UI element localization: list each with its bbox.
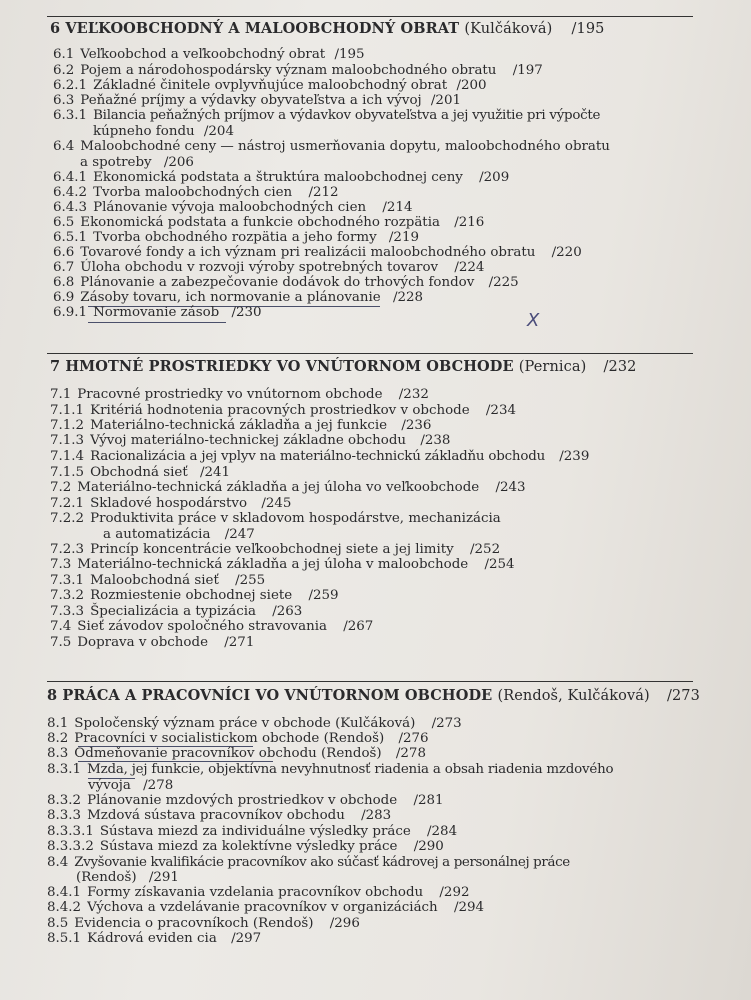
entry-title: Tvorba maloobchodných cien: [93, 185, 293, 200]
entry-title: Veľkoobchod a veľkoobchodný obrat: [80, 47, 326, 62]
entry-page: /232: [398, 387, 429, 402]
entry-title: Doprava v obchode: [77, 635, 208, 650]
entry-title: Peňažné príjmy a výdavky obyvateľstva a ich vývoj: [80, 93, 422, 108]
toc-entry: [53, 47, 365, 63]
chapter-8-page: /273: [666, 688, 700, 704]
entry-number: 6.5: [53, 215, 75, 230]
entry-title: Materiálno-technická základňa a jej úloha vo veľkoobchode: [77, 480, 480, 495]
chapter-6-authors: (Kulčáková): [464, 21, 553, 37]
entry-page: /284: [427, 824, 458, 839]
entry-page: /247: [224, 527, 255, 542]
toc-entry-continuation: [103, 527, 255, 542]
entry-title: Princíp koncentrácie veľkoobchodnej siete a jej limity: [90, 542, 454, 557]
entry-number: 7.1.5: [50, 465, 85, 480]
entry-page: /278: [395, 746, 426, 761]
entry-title: Mzda, jej funkcie, objektívna nevyhnutnosť riadenia a obsah riadenia mzdového: [87, 762, 614, 777]
entry-page: /206: [163, 155, 194, 170]
entry-title: Plánovanie vývoja maloobchodných cien: [93, 200, 367, 215]
toc-entry: [53, 185, 339, 201]
chapter-7-page: /232: [603, 359, 637, 375]
toc-entry: [53, 93, 461, 109]
toc-entry: [50, 542, 500, 558]
entry-number: 6.7: [53, 260, 75, 275]
entry-number: 7.3.3: [50, 604, 85, 619]
entry-page: /214: [382, 200, 413, 215]
entry-number: 8.4: [47, 855, 69, 870]
entry-page: /212: [308, 185, 339, 200]
chapter-6-page: /195: [571, 21, 605, 37]
entry-number: 6.2: [53, 63, 75, 78]
entry-title: Sieť závodov spoločného stravovania: [77, 619, 327, 634]
entry-number: 6.2.1: [53, 78, 88, 93]
entry-number: 7.1: [50, 387, 72, 402]
entry-number: 8.3.1: [47, 762, 82, 777]
entry-page: /255: [235, 573, 266, 588]
chapter-7-title: 7 HMOTNÉ PROSTRIEDKY VO VNÚTORNOM OBCHODE: [50, 358, 514, 375]
toc-entry: [53, 275, 519, 291]
entry-number: 7.1.3: [50, 433, 85, 448]
toc-entry-continuation: [93, 124, 234, 139]
chapter-8-heading: [47, 687, 700, 704]
toc-entry: [53, 63, 543, 79]
entry-number: 7.3: [50, 557, 72, 572]
toc-entry: [53, 200, 413, 216]
chapter-6-title: 6 VEĽKOOBCHODNÝ A MALOOBCHODNÝ OBRAT: [50, 20, 460, 37]
entry-title: Evidencia o pracovníkoch (Rendoš): [74, 916, 314, 931]
entry-page: /243: [495, 480, 526, 495]
entry-title: Úloha obchodu v rozvoji výroby spotrebných tovarov: [80, 260, 439, 275]
entry-page: /254: [484, 557, 515, 572]
entry-title: Kádrová eviden cia: [87, 931, 217, 946]
entry-number: 6.4.3: [53, 200, 88, 215]
entry-title: Kritériá hodnotenia pracovných prostriedkov v obchode: [90, 403, 470, 418]
toc-entry: [47, 762, 613, 778]
toc-entry: [53, 170, 509, 186]
toc-entry: [47, 824, 457, 840]
entry-page: /234: [485, 403, 516, 418]
toc-entry: [50, 619, 373, 635]
entry-number: 7.4: [50, 619, 72, 634]
entry-title: Materiálno-technická základňa a jej úloha v maloobchode: [77, 557, 469, 572]
entry-title: Odmeňovanie pracovníkov obchodu (Rendoš): [74, 746, 382, 761]
entry-number: 8.4.1: [47, 885, 82, 900]
chapter-6-heading: [50, 20, 605, 37]
entry-number: 6.1: [53, 47, 75, 62]
entry-number: 6.3: [53, 93, 75, 108]
entry-number: 6.4.1: [53, 170, 88, 185]
entry-page: /252: [470, 542, 501, 557]
entry-title: Racionalizácia a jej vplyv na materiálno-technickú základňu obchodu: [90, 449, 546, 464]
entry-page: /276: [398, 731, 429, 746]
entry-title-continued: kúpneho fondu: [93, 124, 195, 139]
toc-entry: [47, 808, 391, 824]
entry-title-continued: (Rendoš): [76, 870, 137, 885]
entry-title: Maloobchodná sieť: [90, 573, 219, 588]
entry-page: /204: [203, 124, 234, 139]
toc-entry-continuation: [80, 155, 194, 170]
entry-number: 6.6: [53, 245, 75, 260]
toc-entry: [53, 139, 610, 155]
entry-number: 6.9: [53, 290, 75, 305]
entry-number: 8.5: [47, 916, 69, 931]
entry-page: /228: [393, 290, 424, 305]
entry-title: Sústava miezd za kolektívne výsledky práce: [99, 839, 398, 854]
entry-title: Obchodná sieť: [90, 465, 188, 480]
chapter-7-heading: [50, 358, 636, 375]
pencil-underline: [88, 322, 226, 323]
toc-entry: [47, 885, 470, 901]
toc-entry: [47, 916, 360, 932]
entry-title-continued: vývoja: [88, 778, 131, 793]
entry-number: 6.4: [53, 139, 75, 154]
entry-page: /209: [479, 170, 510, 185]
entry-number: 7.2.3: [50, 542, 85, 557]
entry-page: /290: [413, 839, 444, 854]
entry-title: Pracovníci v socialistickom obchode (Rendoš): [74, 731, 385, 746]
entry-number: 7.5: [50, 635, 72, 650]
toc-entry: [50, 465, 230, 481]
toc-entry: [53, 245, 582, 261]
toc-entry-continuation: [76, 870, 179, 885]
entry-title-continued: a automatizácia: [103, 527, 211, 542]
entry-number: 6.3.1: [53, 108, 88, 123]
entry-number: 8.3.3.1: [47, 824, 94, 839]
entry-page: /216: [454, 215, 485, 230]
entry-page: /297: [231, 931, 262, 946]
entry-number: 8.5.1: [47, 931, 82, 946]
toc-entry: [53, 78, 487, 94]
entry-title: Vývoj materiálno-technickej základne obchodu: [90, 433, 407, 448]
entry-page: /241: [199, 465, 231, 480]
entry-page: /238: [420, 433, 451, 448]
toc-entry: [50, 449, 589, 465]
toc-entry: [50, 557, 515, 573]
toc-entry: [53, 260, 484, 276]
toc-entry: [50, 480, 526, 496]
entry-title: Základné činitele ovplyvňujúce maloobchodný obrat: [93, 78, 448, 93]
toc-entry: [53, 290, 423, 306]
chapter-7-top-rule: [47, 353, 693, 354]
entry-number: 8.3: [47, 746, 69, 761]
toc-entry: [50, 387, 429, 403]
toc-entry: [50, 418, 431, 434]
entry-title-continued: a spotreby: [80, 155, 152, 170]
entry-title: Formy získavania vzdelania pracovníkov obchodu: [87, 885, 424, 900]
entry-number: 7.1.1: [50, 403, 85, 418]
toc-entry: [50, 511, 501, 527]
entry-title: Zásoby tovaru, ich normovanie a plánovanie: [80, 290, 381, 305]
entry-number: 7.3.1: [50, 573, 85, 588]
toc-entry: [47, 716, 462, 732]
entry-page: /294: [453, 900, 485, 915]
entry-number: 8.1: [47, 716, 69, 731]
toc-entry: [50, 588, 339, 604]
toc-entry: [50, 403, 516, 419]
entry-page: /239: [559, 449, 590, 464]
entry-number: 7.1.2: [50, 418, 85, 433]
entry-page: /283: [361, 808, 392, 823]
entry-number: 7.3.2: [50, 588, 85, 603]
entry-page: /263: [272, 604, 303, 619]
toc-entry-continuation: [88, 778, 173, 793]
entry-title: Pojem a národohospodársky význam maloobchodného obratu: [80, 63, 497, 78]
entry-title: Sústava miezd za individuálne výsledky práce: [99, 824, 411, 839]
entry-page: /259: [308, 588, 339, 603]
entry-number: 7.2.2: [50, 511, 85, 526]
entry-page: /267: [343, 619, 374, 634]
entry-page: /281: [413, 793, 444, 808]
entry-page: /236: [401, 418, 432, 433]
toc-entry: [47, 931, 261, 947]
entry-number: 6.8: [53, 275, 75, 290]
entry-title: Rozmiestenie obchodnej siete: [90, 588, 293, 603]
chapter-8-authors: (Rendoš, Kulčáková): [497, 688, 650, 704]
entry-page: /273: [431, 716, 462, 731]
entry-page: /219: [388, 230, 419, 245]
entry-page: /245: [261, 496, 292, 511]
entry-page: /292: [439, 885, 470, 900]
chapter-8-title: 8 PRÁCA A PRACOVNÍCI VO VNÚTORNOM OBCHODE: [47, 687, 493, 704]
toc-entry: [50, 496, 291, 512]
toc-entry: [53, 305, 262, 321]
entry-number: 8.3.3: [47, 808, 82, 823]
entry-page: /200: [456, 78, 487, 93]
toc-entry: [47, 793, 444, 809]
entry-title: Normovanie zásob: [93, 305, 220, 320]
entry-number: 7.2: [50, 480, 72, 495]
entry-title: Spoločenský význam práce v obchode (Kulčáková): [74, 716, 416, 731]
entry-number: 8.3.2: [47, 793, 82, 808]
entry-title: Výchova a vzdelávanie pracovníkov v organizáciách: [87, 900, 438, 915]
entry-number: 8.3.3.2: [47, 839, 94, 854]
toc-entry: [50, 433, 450, 449]
entry-page: /271: [224, 635, 255, 650]
entry-title: Ekonomická podstata a funkcie obchodného rozpätia: [80, 215, 440, 230]
toc-entry: [47, 900, 484, 916]
entry-title: Plánovanie mzdových prostriedkov v obchode: [87, 793, 398, 808]
entry-title: Ekonomická podstata a štruktúra maloobchodnej ceny: [93, 170, 463, 185]
toc-entry: [47, 731, 429, 747]
entry-page: /278: [143, 778, 174, 793]
entry-title: Tvorba obchodného rozpätia a jeho formy: [93, 230, 377, 245]
entry-title: Bilancia peňažných príjmov a výdavkov obyvateľstva a jej využitie pri výpočte: [93, 108, 601, 123]
entry-page: /296: [329, 916, 360, 931]
toc-entry: [53, 215, 484, 231]
entry-title: Plánovanie a zabezpečovanie dodávok do trhových fondov: [80, 275, 475, 290]
entry-number: 6.5.1: [53, 230, 88, 245]
entry-page: /225: [488, 275, 519, 290]
entry-title: Tovarové fondy a ich význam pri realizácii maloobchodného obratu: [80, 245, 536, 260]
toc-entry: [50, 635, 254, 651]
chapter-7-authors: (Pernica): [518, 359, 587, 375]
toc-entry: [53, 108, 600, 124]
entry-page: /197: [512, 63, 543, 78]
entry-number: 7.1.4: [50, 449, 85, 464]
entry-page: /291: [148, 870, 179, 885]
pencil-x-mark: X: [527, 310, 540, 331]
entry-number: 6.9.1: [53, 305, 88, 320]
entry-title: Špecializácia a typizácia: [90, 604, 256, 619]
toc-entry: [47, 746, 426, 762]
entry-page: /195: [334, 47, 365, 62]
entry-number: 7.2.1: [50, 496, 85, 511]
entry-page: /230: [231, 305, 262, 320]
entry-title: Materiálno-technická základňa a jej funkcie: [90, 418, 388, 433]
entry-title: Produktivita práce v skladovom hospodárstve, mechanizácia: [90, 511, 501, 526]
entry-page: /224: [454, 260, 485, 275]
entry-number: 6.4.2: [53, 185, 88, 200]
toc-entry: [50, 604, 302, 620]
chapter-6-top-rule: [47, 16, 693, 17]
entry-title: Pracovné prostriedky vo vnútornom obchode: [77, 387, 383, 402]
chapter-8-top-rule: [47, 681, 693, 682]
toc-entry: [53, 230, 419, 246]
entry-title: Zvyšovanie kvalifikácie pracovníkov ako súčasť kádrovej a personálnej práce: [74, 855, 570, 870]
entry-title: Mzdová sústava pracovníkov obchodu: [87, 808, 345, 823]
entry-page: /220: [551, 245, 582, 260]
entry-number: 8.4.2: [47, 900, 82, 915]
toc-entry: [47, 839, 444, 855]
entry-page: /201: [430, 93, 461, 108]
entry-title: Skladové hospodárstvo: [90, 496, 248, 511]
toc-entry: [47, 855, 570, 871]
entry-number: 8.2: [47, 731, 69, 746]
entry-title: Maloobchodné ceny — nástroj usmerňovania dopytu, maloobchodného obratu: [80, 139, 610, 154]
toc-entry: [50, 573, 265, 589]
